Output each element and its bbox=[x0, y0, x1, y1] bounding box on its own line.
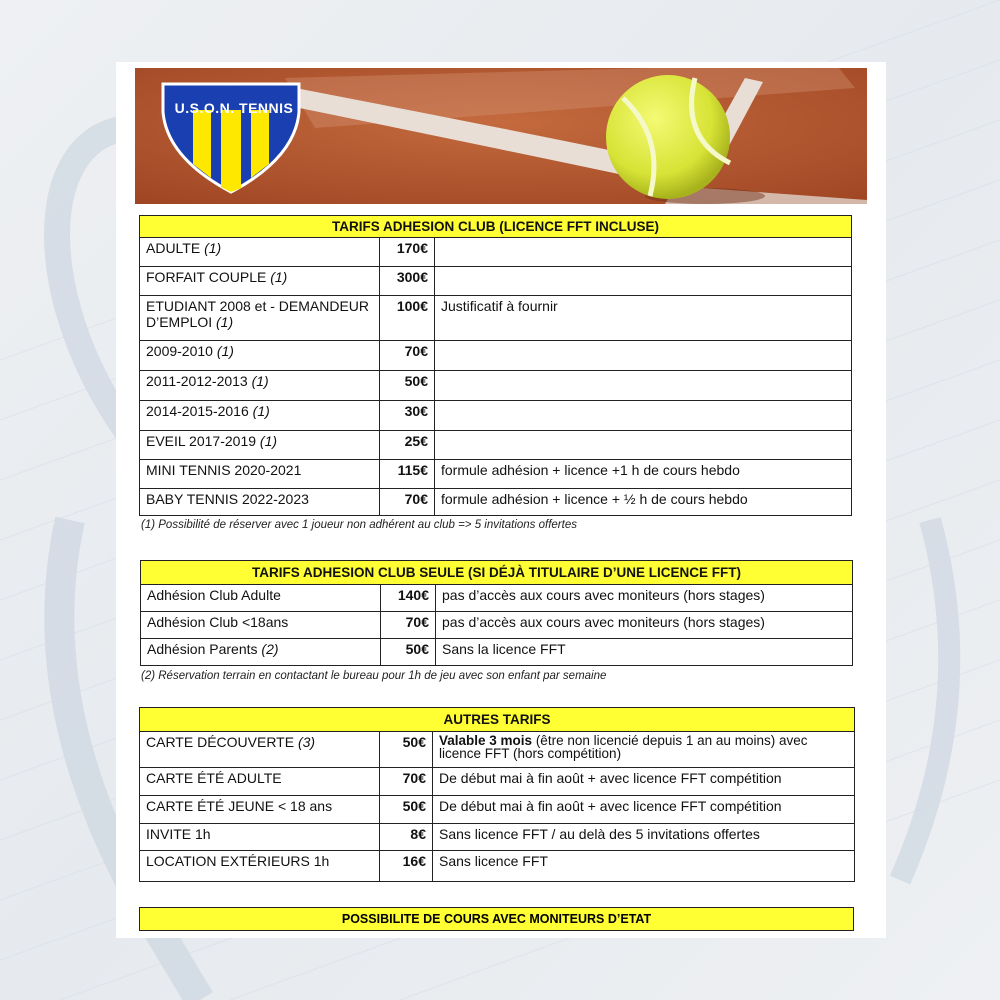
row-price: 115€ bbox=[380, 460, 435, 489]
row-note: pas d’accès aux cours avec moniteurs (hors stages) bbox=[436, 585, 853, 612]
banner bbox=[135, 68, 867, 204]
row-note bbox=[435, 341, 852, 371]
table-title: AUTRES TARIFS bbox=[140, 708, 855, 732]
table-adhesion-club bbox=[139, 215, 852, 516]
row-price: 16€ bbox=[380, 851, 433, 882]
row-label: Adhésion Club Adulte bbox=[141, 585, 381, 612]
footnote-2: (2) Réservation terrain en contactant le bureau pour 1h de jeu avec son enfant par semaine bbox=[141, 670, 607, 682]
table-row bbox=[140, 489, 852, 516]
row-price: 300€ bbox=[380, 267, 435, 296]
row-label: Adhésion Club <18ans bbox=[141, 612, 381, 639]
row-note: De début mai à fin août + avec licence FFT compétition bbox=[433, 796, 855, 824]
table-title: TARIFS ADHESION CLUB SEULE (SI DÉJÀ TITULAIRE D’UNE LICENCE FFT) bbox=[141, 561, 853, 585]
row-note: Justificatif à fournir bbox=[435, 296, 852, 341]
table-row bbox=[140, 267, 852, 296]
row-label: CARTE ÉTÉ JEUNE < 18 ans bbox=[140, 796, 380, 824]
row-note: De début mai à fin août + avec licence FFT compétition bbox=[433, 768, 855, 796]
table-row bbox=[140, 401, 852, 431]
row-note: Sans licence FFT / au delà des 5 invitations offertes bbox=[433, 824, 855, 851]
row-label: ADULTE (1) bbox=[140, 238, 380, 267]
row-label: CARTE ÉTÉ ADULTE bbox=[140, 768, 380, 796]
row-price: 50€ bbox=[380, 371, 435, 401]
row-label: 2009-2010 (1) bbox=[140, 341, 380, 371]
table-row bbox=[140, 824, 855, 851]
row-label: ETUDIANT 2008 et - DEMANDEUR D’EMPLOI (1) bbox=[140, 296, 380, 341]
table-title: TARIFS ADHESION CLUB (LICENCE FFT INCLUSE) bbox=[140, 216, 852, 238]
row-label: INVITE 1h bbox=[140, 824, 380, 851]
table-autres-tarifs bbox=[139, 707, 855, 882]
table-adhesion-seule bbox=[140, 560, 853, 666]
table-row bbox=[140, 341, 852, 371]
table-row bbox=[140, 296, 852, 341]
row-price: 70€ bbox=[380, 768, 433, 796]
row-note: formule adhésion + licence +1 h de cours hebdo bbox=[435, 460, 852, 489]
row-price: 70€ bbox=[380, 489, 435, 516]
table-row bbox=[140, 460, 852, 489]
row-label: 2011-2012-2013 (1) bbox=[140, 371, 380, 401]
row-price: 50€ bbox=[380, 796, 433, 824]
row-label: MINI TENNIS 2020-2021 bbox=[140, 460, 380, 489]
table-row bbox=[140, 371, 852, 401]
row-note: Valable 3 mois (être non licencié depuis 1 an au moins) avec licence FFT (hors compétition) bbox=[433, 732, 855, 768]
table-row bbox=[141, 612, 853, 639]
table-row bbox=[141, 639, 853, 666]
row-note: formule adhésion + licence + ½ h de cours hebdo bbox=[435, 489, 852, 516]
row-price: 70€ bbox=[381, 612, 436, 639]
row-price: 25€ bbox=[380, 431, 435, 460]
row-label: CARTE DÉCOUVERTE (3) bbox=[140, 732, 380, 768]
table-row bbox=[140, 238, 852, 267]
table-row bbox=[140, 768, 855, 796]
row-note bbox=[435, 371, 852, 401]
row-price: 8€ bbox=[380, 824, 433, 851]
table-row bbox=[140, 431, 852, 460]
footnote-1: (1) Possibilité de réserver avec 1 joueur non adhérent au club => 5 invitations offertes bbox=[141, 519, 577, 531]
table-row bbox=[141, 585, 853, 612]
row-note bbox=[435, 401, 852, 431]
row-price: 50€ bbox=[381, 639, 436, 666]
row-label: Adhésion Parents (2) bbox=[141, 639, 381, 666]
row-price: 170€ bbox=[380, 238, 435, 267]
table-row bbox=[140, 851, 855, 882]
row-price: 70€ bbox=[380, 341, 435, 371]
row-label: LOCATION EXTÉRIEURS 1h bbox=[140, 851, 380, 882]
row-price: 30€ bbox=[380, 401, 435, 431]
row-note: pas d’accès aux cours avec moniteurs (hors stages) bbox=[436, 612, 853, 639]
banner-image bbox=[135, 68, 867, 204]
row-price: 50€ bbox=[380, 732, 433, 768]
row-label: 2014-2015-2016 (1) bbox=[140, 401, 380, 431]
row-note bbox=[435, 238, 852, 267]
row-note: Sans la licence FFT bbox=[436, 639, 853, 666]
row-label: FORFAIT COUPLE (1) bbox=[140, 267, 380, 296]
row-price: 140€ bbox=[381, 585, 436, 612]
club-logo-text: U.S.O.N. TENNIS bbox=[174, 100, 294, 116]
row-price: 100€ bbox=[380, 296, 435, 341]
row-label: BABY TENNIS 2022-2023 bbox=[140, 489, 380, 516]
row-label: EVEIL 2017-2019 (1) bbox=[140, 431, 380, 460]
tariff-sheet bbox=[116, 62, 886, 938]
row-note: Sans licence FFT bbox=[433, 851, 855, 882]
row-note bbox=[435, 431, 852, 460]
table-row bbox=[140, 732, 855, 768]
row-note bbox=[435, 267, 852, 296]
table-row bbox=[140, 796, 855, 824]
footer-banner: POSSIBILITE DE COURS AVEC MONITEURS D’ETAT bbox=[139, 907, 854, 931]
